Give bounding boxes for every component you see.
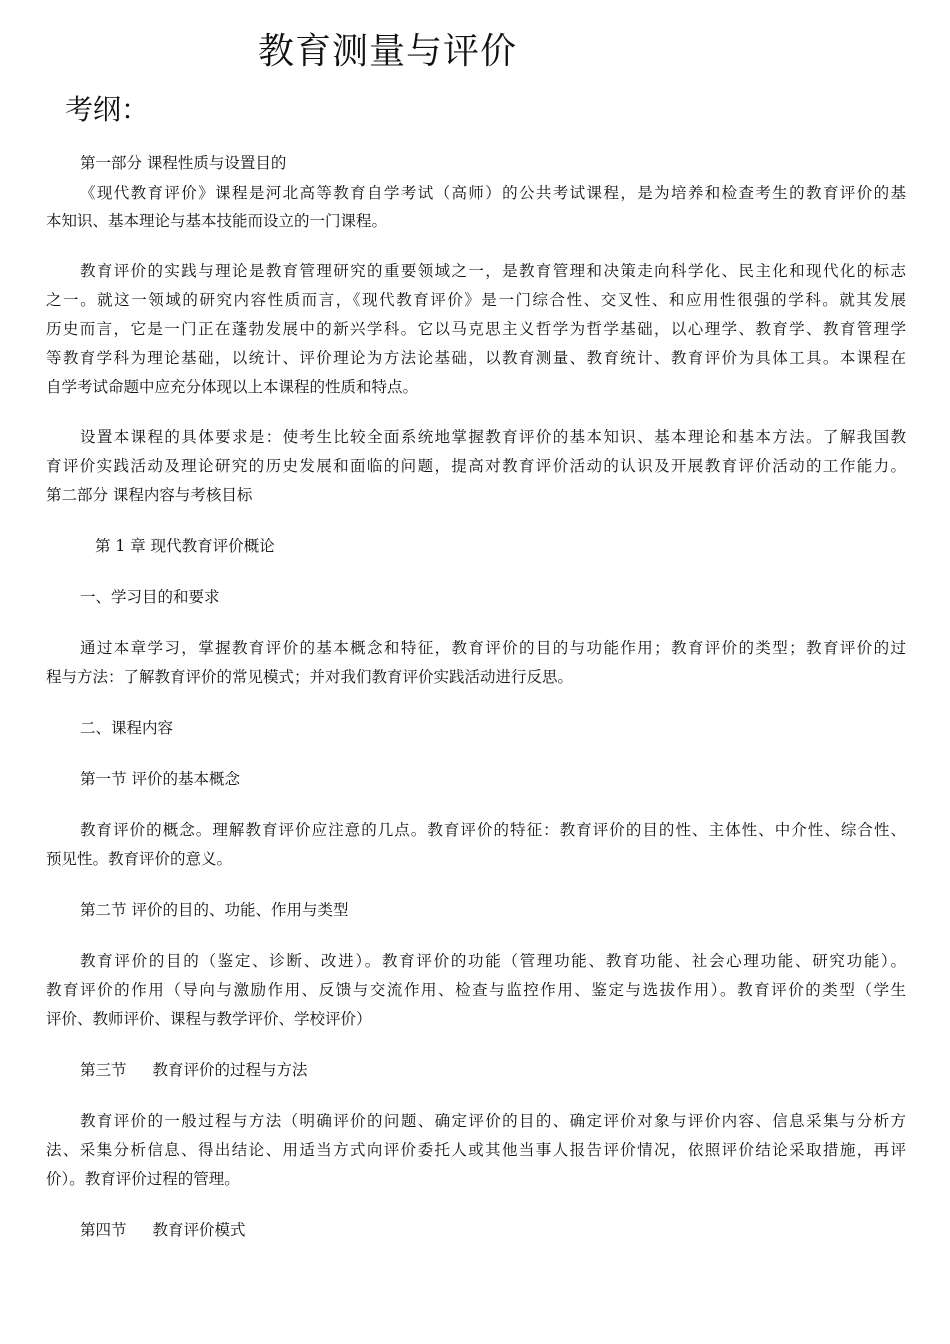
node1-title: 评价的基本概念	[131, 770, 240, 788]
part1-paragraph2-line3: 历史而言，它是一门正在蓬勃发展中的新兴学科。它以马克思主义哲学为哲学基础，以心理学、教育学、教育管理学	[46, 320, 906, 338]
node3-text-line3: 价）。教育评价过程的管理。	[46, 1170, 240, 1188]
goals-text-line1: 通过本章学习，掌握教育评价的基本概念和特征，教育评价的目的与功能作用；教育评价的类型；教育评价的过	[80, 639, 906, 657]
node1-text-line2: 预见性。教育评价的意义。	[46, 850, 233, 868]
part1-paragraph2-line1: 教育评价的实践与理论是教育管理研究的重要领域之一，是教育管理和决策走向科学化、民主化和现代化的标志	[80, 262, 906, 280]
part1-paragraph3-line2: 育评价实践活动及理论研究的历史发展和面临的问题，提高对教育评价活动的认识及开展教育评价活动的工作能力。	[46, 457, 906, 475]
outline-label: 考纲：	[65, 93, 150, 126]
node2-heading	[80, 895, 906, 925]
node3-title: 教育评价的过程与方法	[152, 1061, 308, 1079]
section-content-heading: 二、课程内容	[80, 719, 174, 737]
part1-paragraph2-line4: 等教育学科为理论基础，以统计、评价理论为方法论基础，以教育测量、教育统计、教育评价为具体工具。本课程在	[46, 349, 906, 367]
part1-paragraph1-line2: 本知识、基本理论与基本技能而设立的一门课程。	[46, 212, 388, 230]
node2-text-line2: 教育评价的作用（导向与激励作用、反馈与交流作用、检查与监控作用、鉴定与选拔作用）。教育评价的类型（学生	[46, 981, 906, 999]
node2-text-line3: 评价、教师评价、课程与教学评价、学校评价）	[46, 1010, 372, 1028]
section-goals-heading: 一、学习目的和要求	[80, 588, 220, 606]
node4-heading	[80, 1215, 906, 1245]
node2-title: 评价的目的、功能、作用与类型	[131, 901, 349, 919]
node1-text-line1: 教育评价的概念。理解教育评价应注意的几点。教育评价的特征：教育评价的目的性、主体性、中介性、综合性、	[80, 821, 906, 839]
part1-paragraph2-line2: 之一。就这一领域的研究内容性质而言，《现代教育评价》是一门综合性、交叉性、和应用性很强的学科。就其发展	[46, 291, 906, 309]
node3-heading	[80, 1055, 906, 1085]
document-title: 教育测量与评价	[258, 31, 518, 72]
node2-text-line1: 教育评价的目的（鉴定、诊断、改进）。教育评价的功能（管理功能、教育功能、社会心理功能、研究功能）。	[80, 952, 906, 970]
chapter1-heading: 第 1 章 现代教育评价概论	[95, 537, 275, 555]
part1-paragraph3-line1: 设置本课程的具体要求是：使考生比较全面系统地掌握教育评价的基本知识、基本理论和基本方法。了解我国教	[80, 428, 906, 446]
node2-number: 第二节	[80, 901, 127, 919]
part1-paragraph1-line1: 《现代教育评价》课程是河北高等教育自学考试（高师）的公共考试课程，是为培养和检查考生的教育评价的基	[80, 184, 906, 202]
node3-text-line2: 法、采集分析信息、得出结论、用适当方式向评价委托人或其他当事人报告评价情况，依照评价结论采取措施，再评	[46, 1141, 906, 1159]
goals-text-line2: 程与方法：了解教育评价的常见模式；并对我们教育评价实践活动进行反思。	[46, 668, 574, 686]
part1-paragraph2-line5: 自学考试命题中应充分体现以上本课程的性质和特点。	[46, 378, 419, 396]
node3-text-line1: 教育评价的一般过程与方法（明确评价的问题、确定评价的目的、确定评价对象与评价内容、信息采集与分析方	[80, 1112, 906, 1130]
part2-heading: 第二部分 课程内容与考核目标	[46, 486, 253, 504]
part1-heading: 第一部分 课程性质与设置目的	[80, 154, 287, 172]
node3-number: 第三节	[80, 1061, 127, 1079]
node1-heading	[80, 764, 906, 794]
node4-number: 第四节	[80, 1221, 127, 1239]
node4-title: 教育评价模式	[152, 1221, 246, 1239]
node1-number: 第一节	[80, 770, 127, 788]
